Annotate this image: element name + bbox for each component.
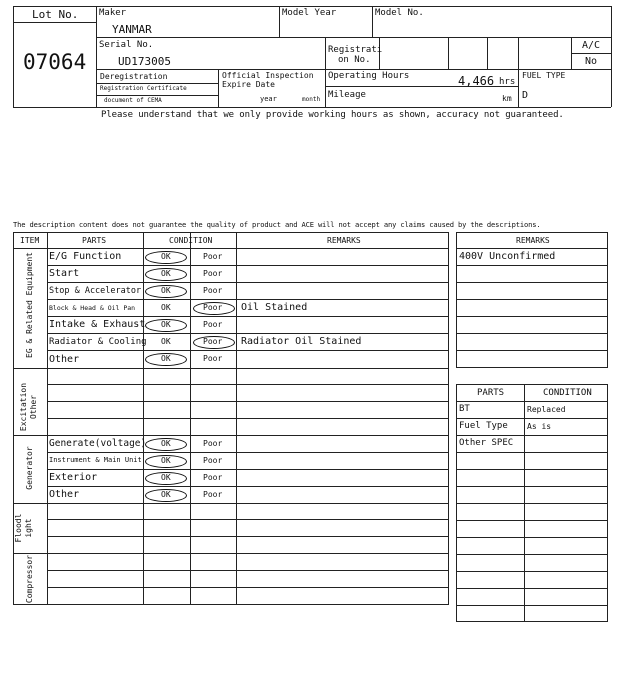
col-remarks: REMARKS [327,236,361,245]
eg-ok: OK [161,252,171,261]
ac-label: A/C [582,40,601,51]
section-floodlight-label: Floodl ight [14,513,33,543]
section-excitation [19,377,41,437]
parts-box-col-parts: PARTS [477,388,505,398]
eg-part-other: Other [49,354,80,365]
section-excitation-label: Excitation Other [19,382,38,432]
eg-ok: OK [161,320,171,329]
gen-poor: Poor [203,490,223,499]
hours-unit: hrs [499,77,516,87]
inspection-label: Official Inspection [222,71,314,80]
eg-ok: OK [161,354,171,363]
eg-poor: Poor [203,286,223,295]
registration-label-2: on No. [338,55,371,65]
registration-label: Registrati [328,45,383,55]
section-compressor: Compressor [25,554,34,604]
gen-poor: Poor [203,473,223,482]
gen-part-voltage: Generate(voltage) [49,438,147,449]
col-item: ITEM [20,236,40,245]
km-unit: km [502,94,512,103]
gen-part-exterior: Exterior [49,472,98,483]
eg-poor: Poor [203,269,223,278]
lot-label: Lot No. [32,8,79,21]
maker-label: Maker [99,8,127,18]
parts-box-other-spec: Other SPEC [459,438,514,448]
col-condition: CONDITION [169,236,213,245]
cema-document-label: document of CEMA [104,97,162,104]
year-label: year [260,95,277,103]
lot-number: 07064 [23,50,87,74]
eg-part-radiator: Radiator & Cooling [49,337,147,347]
month-label: month [302,96,321,103]
eg-poor: Poor [203,354,223,363]
mileage-label: Mileage [328,90,366,100]
gen-ok: OK [161,490,171,499]
hours-value: 4,466 [458,74,495,88]
ac-value: No [585,56,598,67]
section-eg: EG & Related Equipment [25,252,34,358]
model-year-label: Model Year [282,8,337,18]
eg-part-block: Block & Head & Oil Pan [49,304,136,312]
eg-ok: OK [161,269,171,278]
section-generator: Generator [25,446,34,490]
right-remark-400v: 400V Unconfirmed [459,251,556,262]
fuel-type-value: D [522,90,529,101]
inspection-label-2: Expire Date [222,80,275,89]
accuracy-note: Please understand that we only provide working hours as shown, accuracy not guaranteed. [101,110,564,120]
disclaimer: The description content does not guarantee the quality of product and ACE will not accept any claims caused by the descriptions. [13,220,541,229]
parts-box-col-condition: CONDITION [543,388,592,398]
eg-poor: Poor [203,252,223,261]
remark-block: Oil Stained [241,302,308,313]
eg-ok: OK [161,303,171,312]
gen-part-other: Other [49,489,80,500]
eg-part-start: Start [49,268,80,279]
gen-part-instrument: Instrument & Main Unit [49,456,142,464]
serial-value: UD173005 [118,55,171,68]
col-parts: PARTS [82,236,107,245]
parts-box-bt-condition: Replaced [527,405,566,414]
eg-part-intake: Intake & Exhaust [49,319,146,330]
eg-poor: Poor [203,337,223,346]
eg-ok: OK [161,337,171,346]
eg-part-stop: Stop & Accelerator [49,286,142,296]
gen-ok: OK [161,456,171,465]
serial-label: Serial No. [99,40,154,50]
deregistration-label: Deregistration [100,72,168,81]
operating-hours-label: Operating Hours [328,71,410,81]
gen-poor: Poor [203,456,223,465]
gen-ok: OK [161,439,171,448]
registration-certificate-label: Registration Certificate [100,85,187,92]
fuel-type-label: FUEL TYPE [522,71,566,80]
parts-box-fuel-type: Fuel Type [459,421,508,431]
parts-box-bt: BT [459,404,470,414]
parts-box-fuel-condition: As is [527,422,552,431]
gen-ok: OK [161,473,171,482]
maker-value: YANMAR [112,23,152,36]
remark-radiator: Radiator Oil Stained [241,336,362,347]
gen-poor: Poor [203,439,223,448]
eg-poor: Poor [203,320,223,329]
right-remarks-header: REMARKS [516,236,550,245]
model-no-label: Model No. [375,8,424,18]
eg-ok: OK [161,286,171,295]
eg-part-egfunction: E/G Function [49,251,122,262]
eg-poor: Poor [203,303,223,312]
